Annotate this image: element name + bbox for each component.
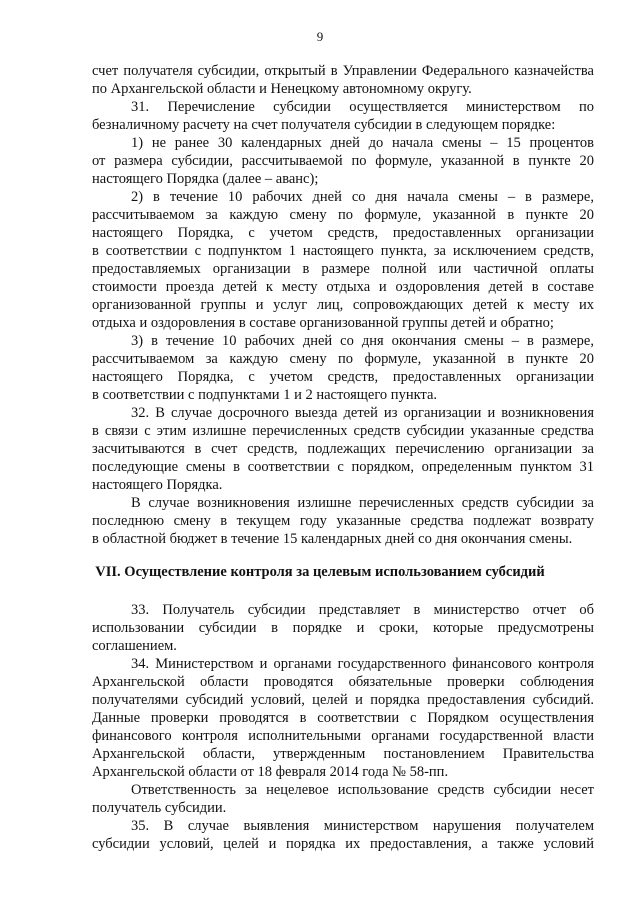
text-line: получатель субсидии. [92,800,227,816]
text-line: В случае возникновения излишне перечисленных средств субсидии за [131,495,594,511]
text-line: предоставляемых организации в размере полной или частичной оплаты [92,261,594,277]
text-line: в областной бюджет в течение 15 календарных дней со дня окончания смены. [92,531,573,547]
text-line: 3) в течение 10 рабочих дней со дня окончания смены – в размере, [131,333,594,349]
text-line: финансового контроля исполнительными органами государственной власти [92,728,594,744]
text-line: соглашением. [92,638,177,654]
text-line: по Архангельской области и Ненецкому автономному округу. [92,81,472,97]
text-line: 35. В случае выявления министерством нарушения получателем [131,818,594,834]
text-line: от размера субсидии, рассчитываемой по формуле, указанной в пункте 20 [92,153,594,169]
text-line: Данные проверки проводятся в соответствии с Порядком осуществления [92,710,594,726]
text-line: в соответствии с подпунктами 1 и 2 настоящего пункта. [92,387,438,403]
text-line: 34. Министерством и органами государственного финансового контроля [131,656,594,672]
text-line: субсидии условий, целей и порядка их предоставления, а также условий [92,836,594,852]
text-line: Архангельской области, утвержденным постановлением Правительства [92,746,594,762]
text-line: Ответственность за нецелевое использование средств субсидии несет [131,782,594,798]
text-line: 33. Получатель субсидии представляет в министерство отчет об [131,602,594,618]
text-line: отдыха и оздоровления в составе организованной группы детей и обратно; [92,315,554,331]
text-line: настоящего Порядка, с учетом средств, предоставленных организации [92,225,594,241]
text-line: настоящего Порядка, с учетом средств, предоставленных организации [92,369,594,385]
text-line: организованной группы и услуг лиц, сопровождающих детей к месту их [92,297,594,313]
text-line: стоимости проезда детей к месту отдыха и оздоровления детей в составе [92,279,594,295]
text-line: последующие смены в соответствии с порядком, определенным пунктом 31 [92,459,594,475]
text-line: получателями субсидий условий, целей и порядка предоставления субсидий. [92,692,594,708]
text-line: последнюю смену в текущем году указанные средства подлежат возврату [92,513,594,529]
text-line: в связи с этим излишне перечисленных средств субсидии указанные средства [92,423,594,439]
text-line: использовании субсидии в порядке и сроки, которые предусмотрены [92,620,594,636]
text-line: безналичному расчету на счет получателя субсидии в следующем порядке: [92,117,556,133]
text-line: Архангельской области от 18 февраля 2014 года № 58-пп. [92,764,449,780]
text-line: 2) в течение 10 рабочих дней со дня начала смены – в размере, [131,189,594,205]
text-line: рассчитываемом за каждую смену по формуле, указанной в пункте 20 [92,207,594,223]
text-line: настоящего Порядка (далее – аванс); [92,171,319,187]
text-line: 32. В случае досрочного выезда детей из организации и возникновения [131,405,594,421]
section-heading: VII. Осуществление контроля за целевым использованием субсидий [95,564,545,580]
text-line: Архангельской области проводятся обязательные проверки соблюдения [92,674,594,690]
text-line: засчитываются в счет средств, подлежащих перечислению организации за [92,441,594,457]
text-line: настоящего Порядка. [92,477,223,493]
text-line: 31. Перечисление субсидии осуществляется министерством по [131,99,594,115]
page-number: 9 [316,29,324,44]
text-line: 1) не ранее 30 календарных дней до начала смены – 15 процентов [131,135,594,151]
text-line: в соответствии с подпунктом 1 настоящего пункта, за исключением средств, [92,243,594,259]
text-line: рассчитываемом за каждую смену по формуле, указанной в пункте 20 [92,351,594,367]
text-line: счет получателя субсидии, открытый в Управлении Федерального казначейства [92,63,594,79]
